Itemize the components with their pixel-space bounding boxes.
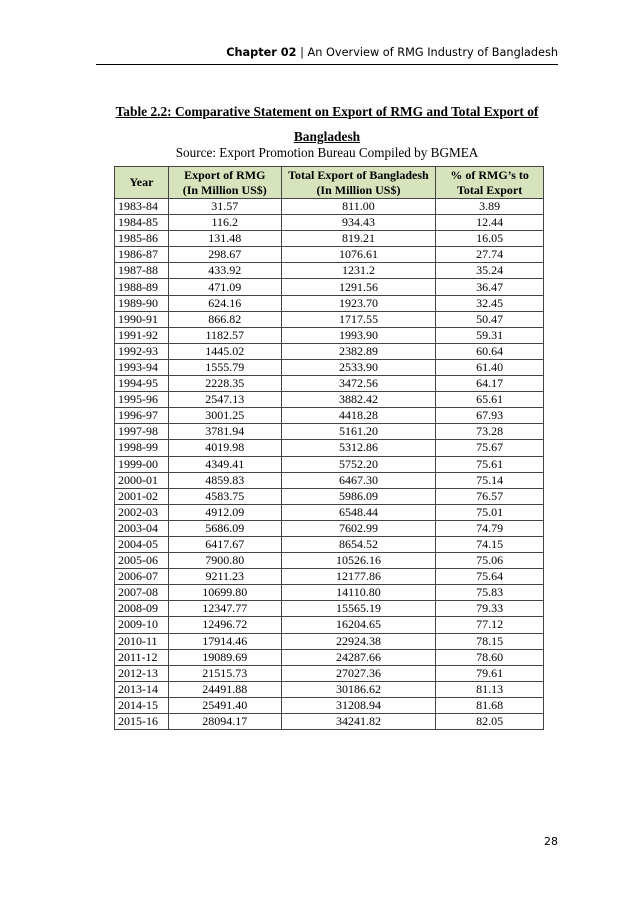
header-separator: | [296,46,308,59]
table-row [115,424,544,440]
cell-total-export: 6467.30 [281,472,436,488]
cell-rmg-percent: 79.61 [436,665,544,681]
cell-rmg-export: 24491.88 [168,681,281,697]
cell-total-export: 819.21 [281,231,436,247]
table-title-line-2: Bangladesh [293,129,361,144]
table-body [115,199,544,730]
cell-rmg-export: 1182.57 [168,327,281,343]
cell-total-export: 27027.36 [281,665,436,681]
running-header [96,46,558,60]
table-row [115,585,544,601]
cell-total-export: 7602.99 [281,520,436,536]
cell-rmg-percent: 60.64 [436,343,544,359]
cell-total-export: 8654.52 [281,536,436,552]
cell-rmg-export: 5686.09 [168,520,281,536]
cell-total-export: 2382.89 [281,343,436,359]
column-header-year [115,167,169,199]
table-row [115,520,544,536]
table-row [115,601,544,617]
cell-rmg-export: 471.09 [168,279,281,295]
cell-rmg-percent: 65.61 [436,392,544,408]
cell-year: 1993-94 [115,359,169,375]
rmg-export-table [114,166,544,730]
cell-rmg-export: 1555.79 [168,359,281,375]
table-row [115,456,544,472]
table-row [115,392,544,408]
cell-rmg-export: 131.48 [168,231,281,247]
cell-year: 2003-04 [115,520,169,536]
cell-total-export: 16204.65 [281,617,436,633]
cell-rmg-percent: 32.45 [436,295,544,311]
column-header-line: % of RMG’s to [450,167,529,182]
cell-rmg-export: 28094.17 [168,714,281,730]
cell-rmg-percent: 79.33 [436,601,544,617]
column-header-line: (In Million US$) [182,182,267,197]
cell-year: 2005-06 [115,553,169,569]
table-row [115,199,544,215]
cell-rmg-percent: 78.60 [436,649,544,665]
cell-rmg-export: 21515.73 [168,665,281,681]
table-row [115,295,544,311]
cell-rmg-export: 17914.46 [168,633,281,649]
table-row [115,247,544,263]
cell-rmg-percent: 82.05 [436,714,544,730]
cell-year: 2013-14 [115,681,169,697]
cell-total-export: 5752.20 [281,456,436,472]
cell-total-export: 1231.2 [281,263,436,279]
cell-rmg-percent: 77.12 [436,617,544,633]
cell-rmg-export: 31.57 [168,199,281,215]
cell-rmg-percent: 81.68 [436,697,544,713]
cell-rmg-export: 2547.13 [168,392,281,408]
cell-total-export: 934.43 [281,215,436,231]
cell-rmg-percent: 67.93 [436,408,544,424]
cell-year: 2008-09 [115,601,169,617]
cell-rmg-percent: 75.06 [436,553,544,569]
table-row [115,376,544,392]
table-row [115,327,544,343]
cell-year: 1985-86 [115,231,169,247]
table-row [115,279,544,295]
cell-total-export: 5161.20 [281,424,436,440]
table-row [115,231,544,247]
cell-rmg-percent: 75.67 [436,440,544,456]
cell-year: 1996-97 [115,408,169,424]
table-row [115,215,544,231]
cell-rmg-export: 4912.09 [168,504,281,520]
cell-year: 1987-88 [115,263,169,279]
cell-rmg-percent: 64.17 [436,376,544,392]
cell-rmg-export: 2228.35 [168,376,281,392]
cell-year: 1984-85 [115,215,169,231]
cell-total-export: 5312.86 [281,440,436,456]
column-header-rmg-percent [436,167,544,199]
chapter-label: Chapter 02 [226,46,297,59]
cell-total-export: 24287.66 [281,649,436,665]
cell-rmg-export: 116.2 [168,215,281,231]
cell-total-export: 4418.28 [281,408,436,424]
cell-year: 2014-15 [115,697,169,713]
cell-rmg-percent: 36.47 [436,279,544,295]
header-rule [96,64,558,65]
cell-rmg-percent: 81.13 [436,681,544,697]
cell-rmg-export: 3781.94 [168,424,281,440]
column-header-line: Total Export [457,182,523,197]
cell-year: 1989-90 [115,295,169,311]
cell-year: 1983-84 [115,199,169,215]
cell-rmg-percent: 35.24 [436,263,544,279]
cell-total-export: 2533.90 [281,359,436,375]
cell-rmg-percent: 76.57 [436,488,544,504]
cell-year: 2001-02 [115,488,169,504]
cell-rmg-export: 624.16 [168,295,281,311]
cell-rmg-export: 12496.72 [168,617,281,633]
table-row [115,359,544,375]
cell-rmg-percent: 73.28 [436,424,544,440]
cell-rmg-export: 298.67 [168,247,281,263]
cell-rmg-export: 25491.40 [168,697,281,713]
cell-rmg-percent: 75.61 [436,456,544,472]
cell-year: 2004-05 [115,536,169,552]
cell-rmg-export: 19089.69 [168,649,281,665]
cell-year: 2011-12 [115,649,169,665]
cell-year: 1992-93 [115,343,169,359]
cell-total-export: 22924.38 [281,633,436,649]
cell-total-export: 3882.42 [281,392,436,408]
cell-total-export: 1993.90 [281,327,436,343]
cell-rmg-percent: 75.83 [436,585,544,601]
cell-total-export: 6548.44 [281,504,436,520]
cell-year: 2010-11 [115,633,169,649]
cell-year: 2006-07 [115,569,169,585]
cell-rmg-percent: 74.15 [436,536,544,552]
cell-total-export: 1923.70 [281,295,436,311]
table-row [115,714,544,730]
cell-rmg-export: 1445.02 [168,343,281,359]
table-row [115,553,544,569]
table-row [115,536,544,552]
cell-rmg-export: 10699.80 [168,585,281,601]
cell-total-export: 10526.16 [281,553,436,569]
table-title-line-1: Table 2.2: Comparative Statement on Export of RMG and Total Export of [115,104,539,119]
cell-year: 2000-01 [115,472,169,488]
cell-rmg-percent: 78.15 [436,633,544,649]
cell-rmg-percent: 75.14 [436,472,544,488]
cell-rmg-percent: 75.01 [436,504,544,520]
page-number: 28 [544,835,558,848]
cell-rmg-export: 4349.41 [168,456,281,472]
cell-rmg-percent: 16.05 [436,231,544,247]
cell-total-export: 30186.62 [281,681,436,697]
cell-year: 1994-95 [115,376,169,392]
cell-rmg-export: 3001.25 [168,408,281,424]
table-row [115,472,544,488]
table-row [115,488,544,504]
table-row [115,617,544,633]
cell-rmg-export: 9211.23 [168,569,281,585]
cell-total-export: 1717.55 [281,311,436,327]
cell-total-export: 1291.56 [281,279,436,295]
cell-year: 1998-99 [115,440,169,456]
cell-rmg-percent: 12.44 [436,215,544,231]
cell-total-export: 15565.19 [281,601,436,617]
column-header-line: Total Export of Bangladesh [288,167,429,182]
cell-total-export: 811.00 [281,199,436,215]
cell-year: 1990-91 [115,311,169,327]
cell-rmg-export: 4859.83 [168,472,281,488]
table-row [115,681,544,697]
table-row [115,649,544,665]
cell-rmg-export: 12347.77 [168,601,281,617]
cell-rmg-percent: 75.64 [436,569,544,585]
cell-year: 1991-92 [115,327,169,343]
table-row [115,263,544,279]
table-row [115,569,544,585]
cell-rmg-export: 7900.80 [168,553,281,569]
cell-year: 1995-96 [115,392,169,408]
column-header-rmg-export [168,167,281,199]
cell-rmg-percent: 50.47 [436,311,544,327]
cell-rmg-export: 4583.75 [168,488,281,504]
cell-rmg-export: 4019.98 [168,440,281,456]
cell-total-export: 31208.94 [281,697,436,713]
table-row [115,343,544,359]
cell-total-export: 14110.80 [281,585,436,601]
table-row [115,440,544,456]
cell-year: 2002-03 [115,504,169,520]
table-row [115,633,544,649]
table-source: Source: Export Promotion Bureau Compiled by BGMEA [175,145,479,160]
cell-year: 2009-10 [115,617,169,633]
cell-total-export: 12177.86 [281,569,436,585]
cell-year: 1999-00 [115,456,169,472]
table-row [115,697,544,713]
cell-rmg-export: 866.82 [168,311,281,327]
cell-year: 2015-16 [115,714,169,730]
cell-year: 1988-89 [115,279,169,295]
cell-year: 1986-87 [115,247,169,263]
column-header-line: (In Million US$) [316,182,401,197]
cell-year: 2007-08 [115,585,169,601]
column-header-line: Year [129,175,154,189]
cell-total-export: 5986.09 [281,488,436,504]
table-row [115,408,544,424]
cell-year: 2012-13 [115,665,169,681]
cell-rmg-export: 6417.67 [168,536,281,552]
cell-year: 1997-98 [115,424,169,440]
cell-rmg-percent: 3.89 [436,199,544,215]
table-row [115,504,544,520]
column-header-total-export [281,167,436,199]
column-header-line: Export of RMG [184,167,266,182]
cell-rmg-percent: 74.79 [436,520,544,536]
cell-rmg-percent: 61.40 [436,359,544,375]
cell-total-export: 1076.61 [281,247,436,263]
table-header-row [115,167,544,199]
table-title [96,99,558,149]
header-subtitle: An Overview of RMG Industry of Bangladesh [307,46,558,59]
table-row [115,665,544,681]
cell-rmg-percent: 59.31 [436,327,544,343]
cell-total-export: 34241.82 [281,714,436,730]
cell-rmg-percent: 27.74 [436,247,544,263]
cell-rmg-export: 433.92 [168,263,281,279]
cell-total-export: 3472.56 [281,376,436,392]
table-row [115,311,544,327]
